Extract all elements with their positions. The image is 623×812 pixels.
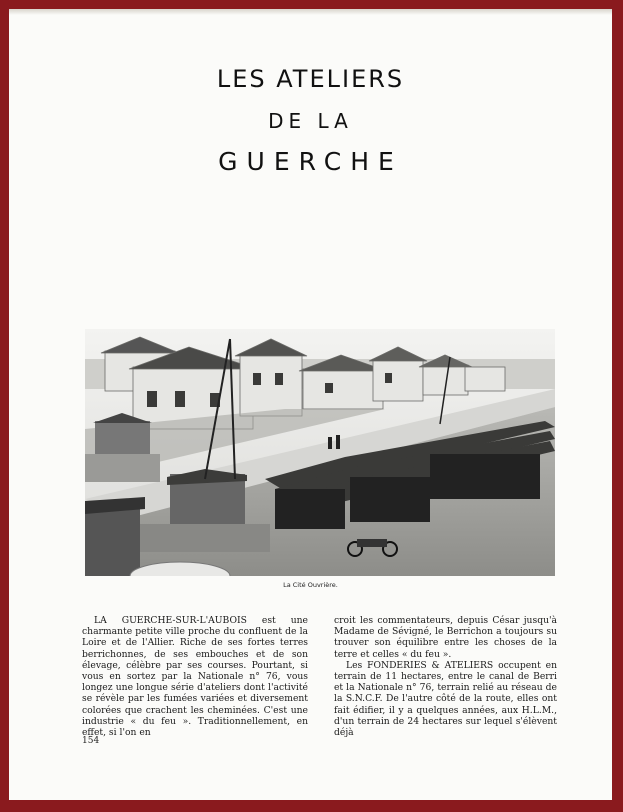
- left-column-text: LA GUERCHE-SUR-L'AUBOIS est une charmante petite ville proche du confluent de la Loire et de l'Allier. Riche de ses fortes terres berrichonnes, de ses embouches et de son élevage, célèbre par ses courses. Pourtant, si vous en sortez par la Nationale n° 76, vous longez une longue série d'ateliers dont l'activité se révèle par les fumées variées et diversement colorées que crachent les cheminées. C'est une industrie « du feu ». Traditionnellement, en effet, si l'on en: [82, 615, 308, 739]
- magazine-page: [9, 9, 612, 800]
- title-line-2: DE LA: [268, 109, 353, 133]
- right-column-paragraph-1: croit les commentateurs, depuis César jusqu'à Madame de Sévigné, le Berrichon a toujours su trouver son équilibre entre les choses de la terre et celles « du feu ».: [334, 615, 557, 660]
- article-column-right: [334, 615, 557, 738]
- title-line-1: LES ATELIERS: [216, 65, 405, 93]
- worker-housing-photo: [85, 329, 555, 576]
- page-edge-shadow: [9, 9, 612, 15]
- photo-caption: La Cité Ouvrière.: [283, 581, 338, 589]
- right-column-paragraph-2: Les FONDERIES & ATELIERS occupent en terrain de 11 hectares, entre le canal de Berri et la Nationale n° 76, terrain relié au réseau de la S.N.C.F. De l'autre côté de la route, elles ont fait édifier, il y a quelques années, aux H.L.M., d'un terrain de 24 hectares sur lequel s'élèvent déjà: [334, 659, 557, 739]
- title-line-3: GUERCHE: [218, 147, 403, 176]
- article-column-left: [82, 615, 308, 738]
- page-number: 154: [82, 736, 100, 746]
